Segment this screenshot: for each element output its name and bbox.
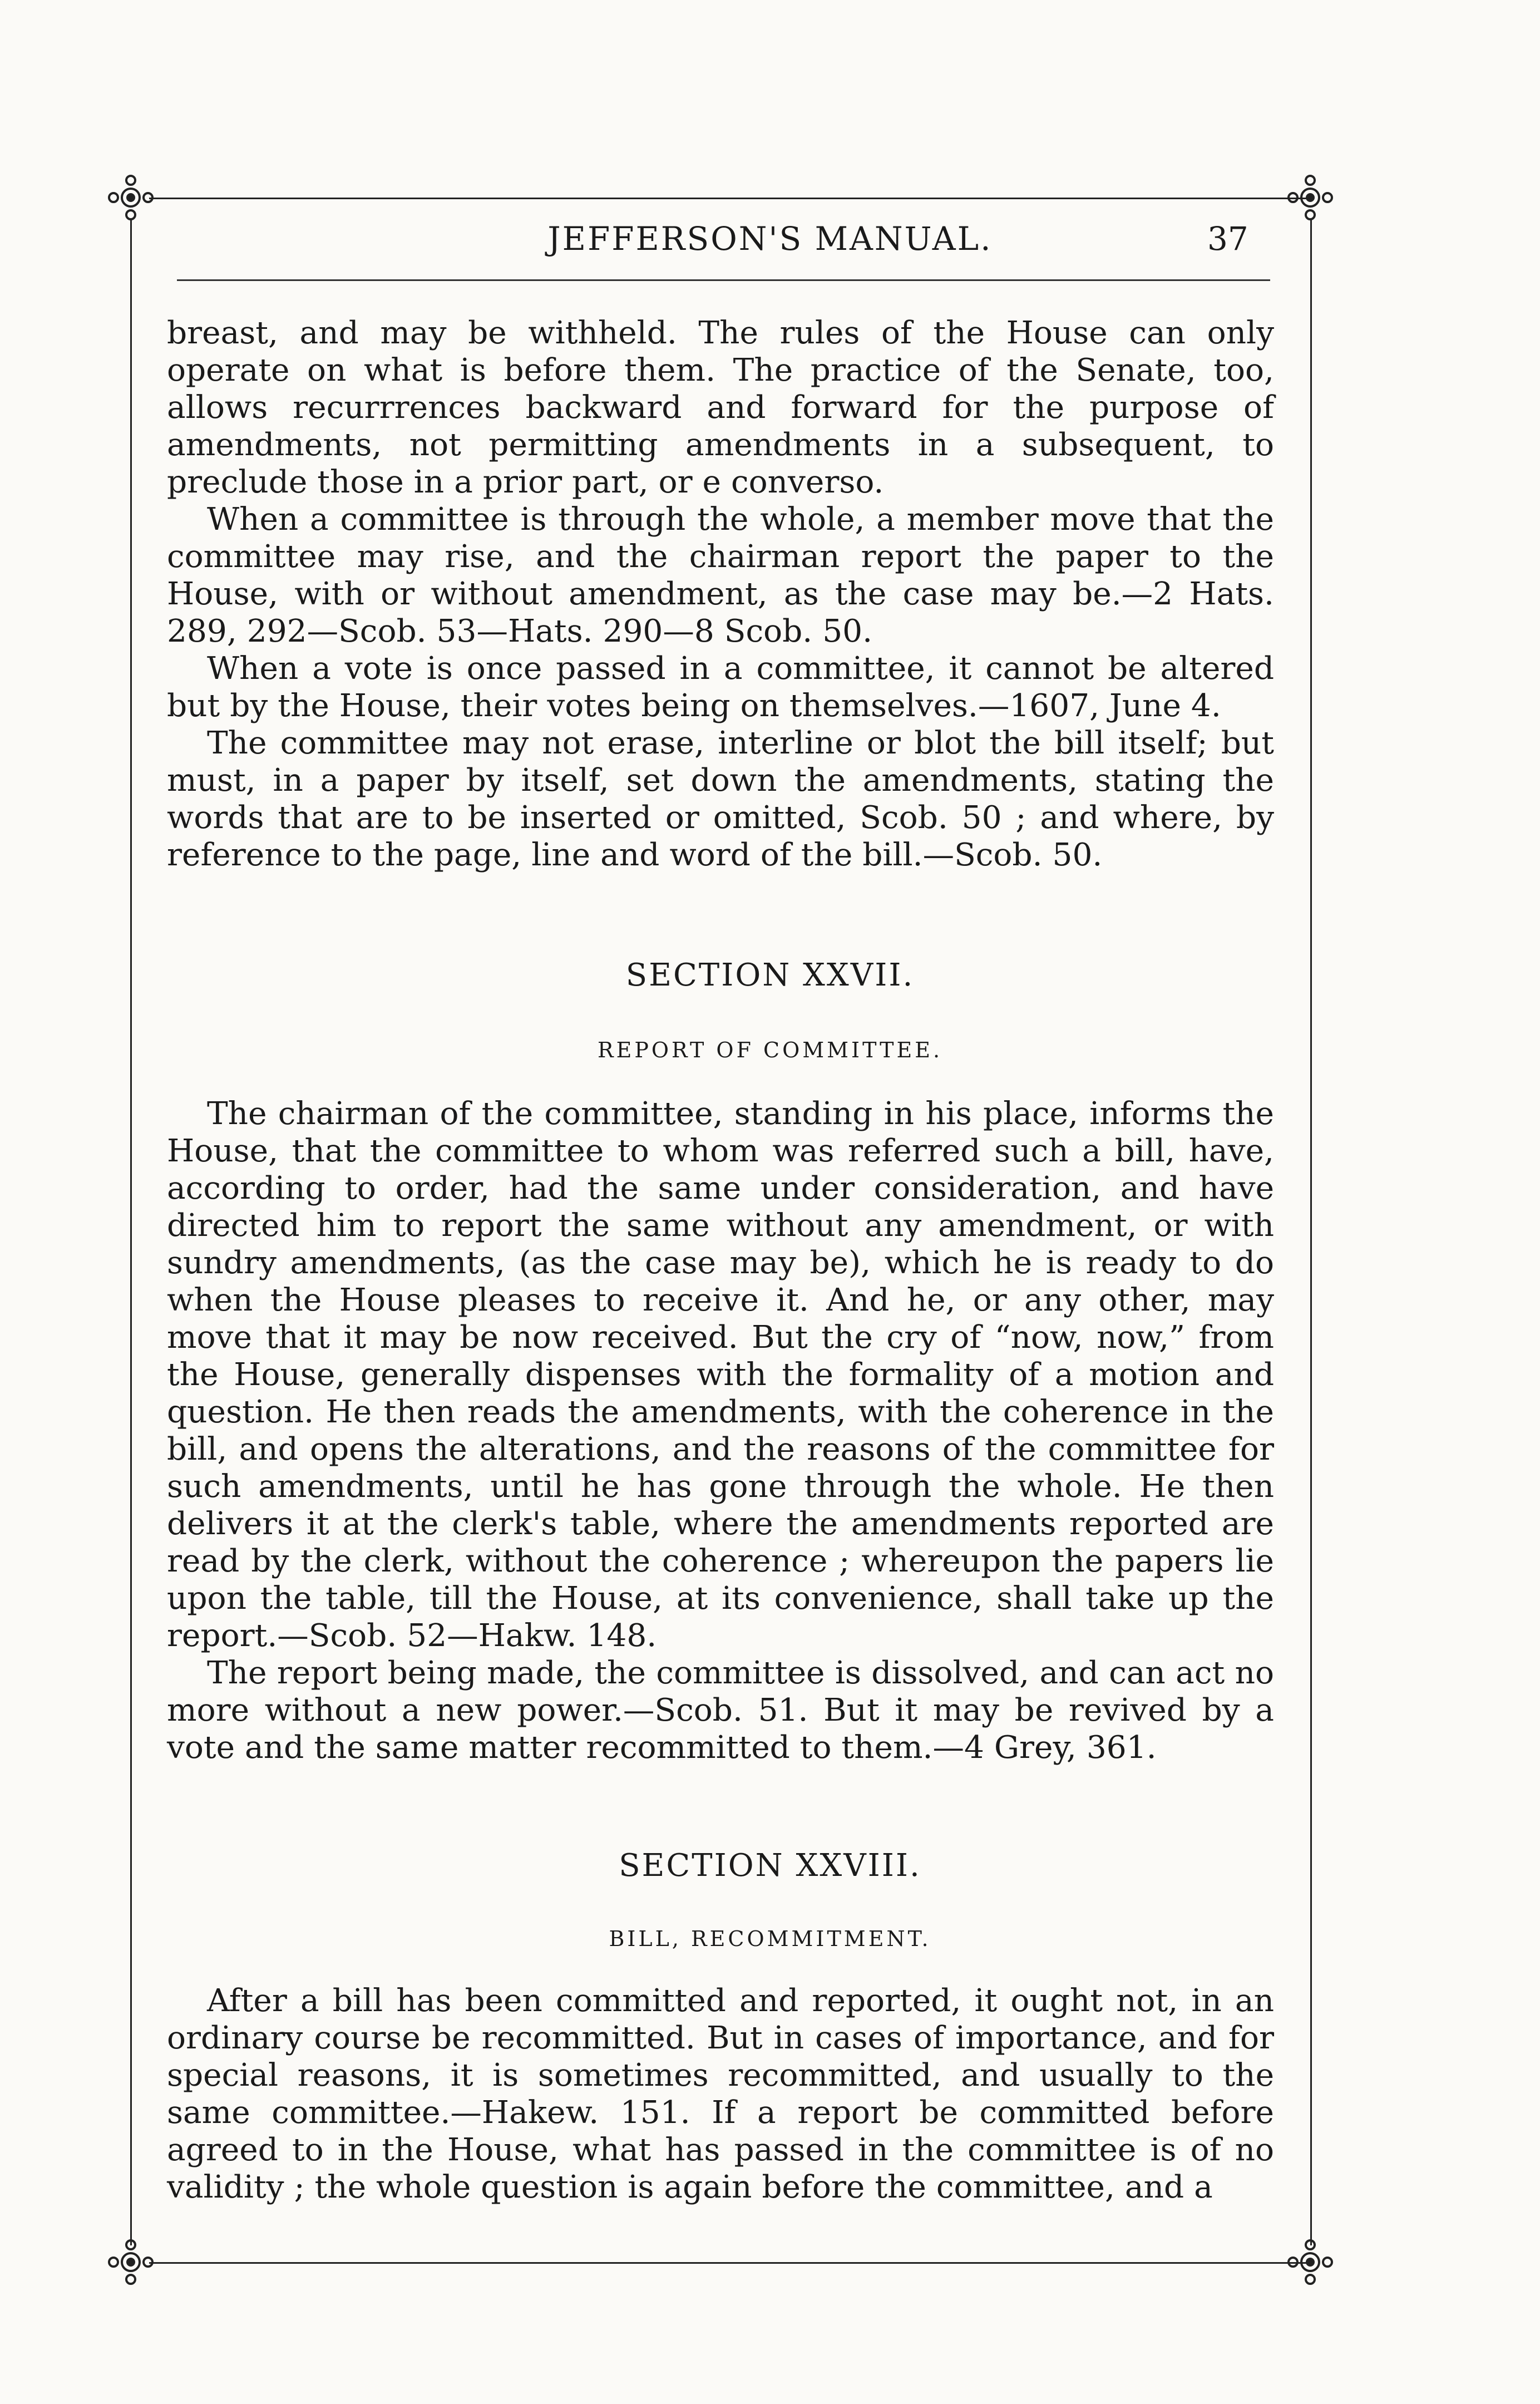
corner-ornament-bottom-right-icon [1280, 2231, 1341, 2293]
paragraph-recommitment: After a bill has been committed and reported, it ought not, in an ordinary course be recommitted. But in cases of importance, and for special reasons, it is sometimes recommitted, and usually to the same committee.—Hakew. 151. If a report be committed before agreed to in the House, what has passed in the committee is of no validity ; the whole question is again before the committee, and a [167, 1983, 1274, 2205]
section-27-body [167, 1095, 1274, 1766]
paragraph-no-erase: The committee may not erase, interline or blot the bill itself; but must, in a paper by itself, set down the amendments, stating the words that are to be inserted or omitted, Scob. 50 ; and where, by reference to the page, line and word of the bill.—Scob. 50. [167, 725, 1274, 873]
page-number: 37 [1207, 220, 1248, 258]
corner-ornament-top-left-icon [100, 167, 161, 228]
corner-ornament-top-right-icon [1280, 167, 1341, 228]
section-28-title: SECTION XXVIII. [619, 1848, 921, 1884]
section-27-subtitle: REPORT OF COMMITTEE. [597, 1038, 943, 1062]
paragraph-continuation: breast, and may be withheld. The rules of the House can only operate on what is before them. The practice of the Senate, too, allows recurrrences backward and forward for the purpose of amendments, not permitting amendments in a subsequent, to preclude those in a prior part, or e converso. [167, 315, 1274, 500]
paragraph-committee-rise: When a committee is through the whole, a member move that the committee may rise, and the chairman report the paper to the House, with or without amendment, as the case may be.—2 Hats. 289, 292—Scob. 53—Hats. 290—8 Scob. 50. [167, 501, 1274, 649]
header-rule [177, 279, 1270, 281]
corner-ornament-bottom-left-icon [100, 2231, 161, 2293]
section-28-subtitle: BILL, RECOMMITMENT. [609, 1927, 931, 1951]
section-28-body [167, 1982, 1274, 2206]
paragraph-chairman-report: The chairman of the committee, standing in his place, informs the House, that the committee to whom was referred such a bill, have, according to order, had the same under consideration, and have directed him to report the same without any amendment, or with sundry amendments, (as the case may be), which he is ready to do when the House pleases to receive it. And he, or any other, may move that it may be now received. But the cry of “now, now,” from the House, generally dispenses with the formality of a motion and question. He then reads the amendments, with the coherence in the bill, and opens the alterations, and the reasons of the committee for such amendments, until he has gone through the whole. He then delivers it at the clerk's table, where the amendments reported are read by the clerk, without the coherence ; whereupon the papers lie upon the table, till the House, at its convenience, shall take up the report.—Scob. 52—Hakw. 148. [167, 1096, 1274, 1654]
frame-bottom-line [149, 2262, 1306, 2264]
top-text-block [167, 314, 1274, 874]
running-header-title: JEFFERSON'S MANUAL. [547, 220, 993, 258]
paragraph-vote-passed: When a vote is once passed in a committee, it cannot be altered but by the House, their votes being on themselves.—1607, June 4. [167, 651, 1274, 724]
paragraph-report-made: The report being made, the committee is dissolved, and can act no more without a new power.—Scob. 51. But it may be revived by a vote and the same matter recommitted to them.—4 Grey, 361. [167, 1655, 1274, 1766]
section-27-title: SECTION XXVII. [625, 957, 915, 993]
frame-top-line [149, 198, 1306, 199]
